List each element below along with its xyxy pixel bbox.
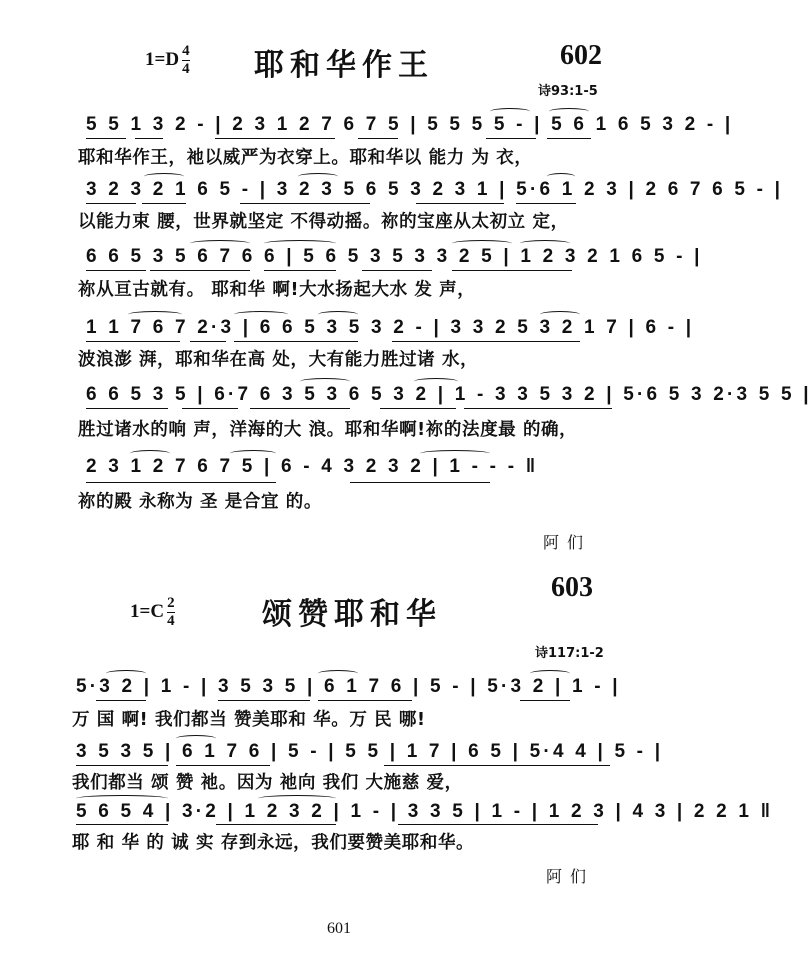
- beam-underline: [547, 138, 591, 139]
- page-number: 601: [327, 920, 351, 937]
- song-number: 603: [551, 572, 593, 603]
- beam-underline: [218, 700, 310, 701]
- scripture-reference: 诗117:1-2: [535, 646, 604, 661]
- slur-mark: [547, 173, 575, 180]
- slur-mark: [298, 173, 338, 180]
- slur-mark: [414, 378, 458, 385]
- slur-mark: [234, 311, 288, 318]
- lyric-line: 万 国 啊! 我们都当 赞美耶和 华。万 民 哪!: [72, 710, 426, 730]
- beam-underline: [142, 203, 186, 204]
- slur-mark: [176, 735, 216, 742]
- beam-underline: [150, 270, 250, 271]
- slur-mark: [264, 240, 336, 247]
- beam-underline: [86, 138, 126, 139]
- song-title: 颂赞耶和华: [262, 597, 442, 632]
- time-signature: $\frac{2}{4}$: [167, 595, 175, 629]
- notation-line: 3 5 3 5 | 6 1 7 6 | 5 - | 5 5 | 1 7 | 6 5 | 5·4 4 | 5 - |: [76, 741, 664, 762]
- slur-mark: [420, 450, 490, 457]
- beam-underline: [486, 138, 536, 139]
- lyric-line: 耶和华作王，祂以威严为衣穿上。耶和华以 能力 为 衣，: [78, 148, 533, 168]
- slur-mark: [540, 311, 580, 318]
- slur-mark: [76, 795, 168, 802]
- lyric-line: 波浪澎 湃，耶和华在高 处，大有能力胜过诸 水，: [78, 350, 479, 370]
- lyric-line: 祢从亘古就有。 耶和华 啊!大水扬起大水 发 声，: [78, 280, 476, 300]
- slur-mark: [300, 378, 350, 385]
- slur-mark: [230, 450, 276, 457]
- beam-underline: [380, 408, 456, 409]
- notation-line: 5 5 1 3 2 - | 2 3 1 2 7 6 7 5 | 5 5 5 5 - | 5 6 1 6 5 3 2 - |: [86, 114, 734, 135]
- key-signature: 1=D $\frac{4}{4}$: [145, 43, 190, 77]
- slur-mark: [128, 311, 182, 318]
- slur-mark: [318, 670, 358, 677]
- beam-underline: [350, 482, 490, 483]
- beam-underline: [76, 824, 168, 825]
- beam-underline: [384, 765, 610, 766]
- beam-underline: [264, 270, 336, 271]
- beam-underline: [392, 341, 580, 342]
- amen-text: 阿们: [543, 533, 592, 552]
- slur-mark: [549, 108, 589, 115]
- beam-underline: [190, 341, 226, 342]
- beam-underline: [452, 270, 572, 271]
- slur-mark: [130, 450, 170, 457]
- amen-text: 阿们: [546, 867, 595, 886]
- beam-underline: [520, 700, 570, 701]
- beam-underline: [96, 700, 146, 701]
- beam-underline: [358, 138, 398, 139]
- slur-mark: [520, 240, 570, 247]
- beam-underline: [318, 700, 412, 701]
- lyric-line: 胜过诸水的响 声，洋海的大 浪。耶和华啊!祢的法度最 的确，: [78, 420, 578, 440]
- beam-underline: [86, 408, 168, 409]
- beam-underline: [215, 138, 335, 139]
- key-signature: 1=C $\frac{2}{4}$: [130, 595, 175, 629]
- beam-underline: [216, 824, 336, 825]
- slur-mark: [258, 795, 336, 802]
- scripture-reference: 诗93:1-5: [538, 84, 598, 99]
- beam-underline: [362, 270, 432, 271]
- beam-underline: [240, 203, 370, 204]
- slur-mark: [144, 173, 184, 180]
- notation-line: 5·3 2 | 1 - | 3 5 3 5 | 6 1 7 6 | 5 - | 5·3 2 | 1 - |: [76, 676, 621, 697]
- beam-underline: [398, 824, 598, 825]
- notation-line: 3 2 3 2 1 6 5 - | 3 2 3 5 6 5 3 2 3 1 | 5·6 1 2 3 | 2 6 7 6 5 - |: [86, 179, 784, 200]
- beam-underline: [86, 482, 276, 483]
- lyric-line: 以能力束 腰，世界就坚定 不得动摇。祢的宝座从太初立 定，: [78, 212, 569, 232]
- beam-underline: [135, 138, 163, 139]
- beam-underline: [416, 203, 504, 204]
- time-signature: $\frac{4}{4}$: [182, 43, 190, 77]
- notation-line: 2 3 1 2 7 6 7 5 | 6 - 4 3 2 3 2 | 1 - - - ‖: [86, 456, 539, 477]
- beam-underline: [464, 408, 612, 409]
- beam-underline: [250, 408, 350, 409]
- beam-underline: [86, 203, 136, 204]
- song-number: 602: [560, 40, 602, 71]
- slur-mark: [490, 108, 530, 115]
- notation-line: 6 6 5 3 5 6 7 6 6 | 5 6 5 3 5 3 3 2 5 | 1 2 3 2 1 6 5 - |: [86, 246, 703, 267]
- beam-underline: [182, 408, 238, 409]
- lyric-line: 我们都当 颂 赞 祂。因为 祂向 我们 大施慈 爱，: [72, 773, 463, 793]
- beam-underline: [76, 765, 168, 766]
- notation-line: 5 6 5 4 | 3·2 | 1 2 3 2 | 1 - | 3 3 5 | 1 - | 1 2 3 | 4 3 | 2 2 1 ‖: [76, 801, 774, 822]
- beam-underline: [176, 765, 270, 766]
- beam-underline: [86, 270, 146, 271]
- slur-mark: [530, 670, 570, 677]
- notation-line: 1 1 7 6 7 2·3 | 6 6 5 3 5 3 2 - | 3 3 2 5 3 2 1 7 | 6 - |: [86, 317, 695, 338]
- lyric-line: 耶 和 华 的 诚 实 存到永远，我们要赞美耶和华。: [72, 833, 475, 853]
- beam-underline: [516, 203, 576, 204]
- beam-underline: [86, 341, 180, 342]
- lyric-line: 祢的殿 永称为 圣 是合宜 的。: [78, 492, 322, 512]
- notation-line: 6 6 5 3 5 | 6·7 6 3 5 3 6 5 3 2 | 1 - 3 3 5 3 2 | 5·6 5 3 2·3 5 5 |: [86, 384, 812, 405]
- slur-mark: [452, 240, 512, 247]
- song-title: 耶和华作王: [254, 48, 434, 83]
- slur-mark: [190, 240, 250, 247]
- beam-underline: [234, 341, 358, 342]
- slur-mark: [318, 311, 358, 318]
- slur-mark: [106, 670, 146, 677]
